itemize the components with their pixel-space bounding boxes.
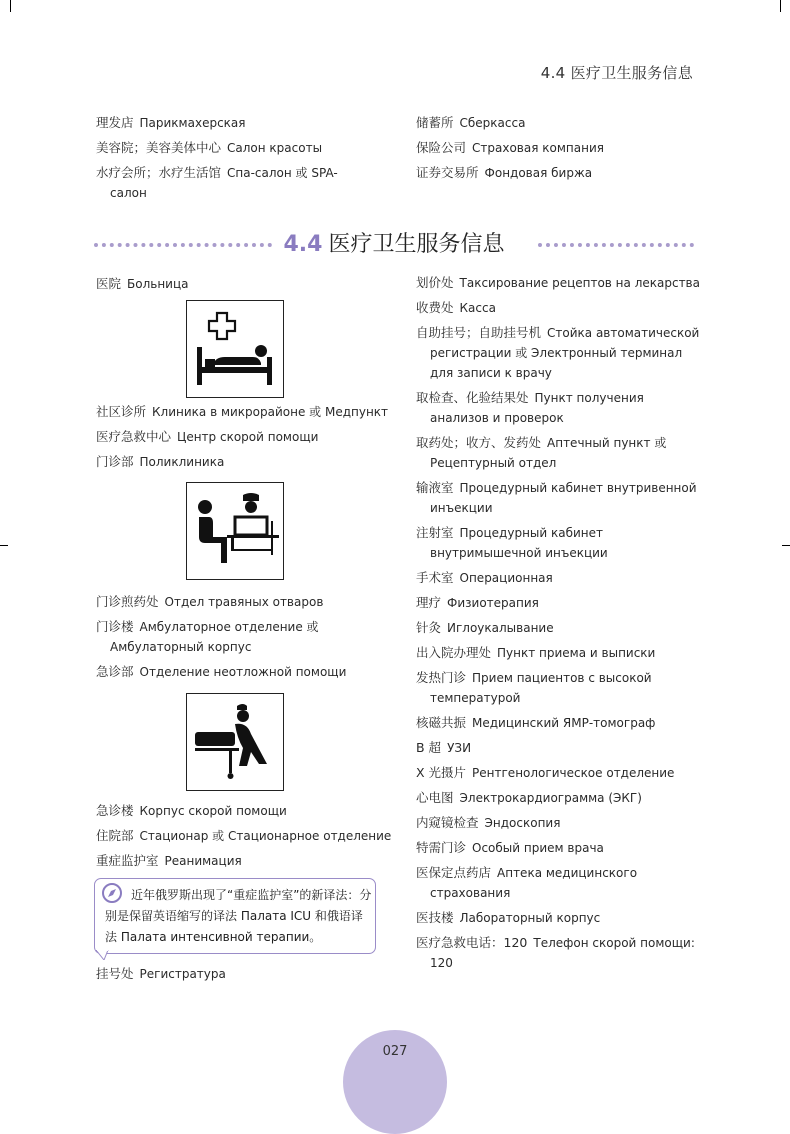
section-heading [94,228,694,262]
running-head: 4.4 医疗卫生服务信息 [540,64,693,82]
list-item [416,323,706,383]
term-zh: 心电图 [416,790,454,805]
term-ru: Салон красоты [227,141,323,155]
term-ru: Операционная [459,571,553,585]
list-item [416,523,706,563]
term-zh: 保险公司 [416,140,467,155]
term-ru: Корпус скорой помощи [139,804,287,818]
term-zh: 特需门诊 [416,840,467,855]
hospital-bed-cross-icon [186,300,284,398]
list-item [416,618,706,638]
term-ru: Пункт приема и выписки [497,646,656,660]
term-ru: Спа-салон 或 SPA-салон [110,166,338,200]
term-ru: Регистратура [139,967,226,981]
term-ru: Рентгенологическое отделение [472,766,675,780]
term-zh: 输液室 [416,480,454,495]
list-item [416,813,706,833]
crop-mark [0,545,8,546]
term-zh: 储蓄所 [416,115,454,130]
term-ru: Телефон скорой помощи: 120 [430,936,695,970]
list-item [416,568,706,588]
left-group-3 [96,592,396,687]
list-item [416,713,706,733]
left-group-4 [96,801,396,876]
list-item [416,908,706,928]
list-item [416,643,706,663]
term-zh: 划价处 [416,275,454,290]
term-ru: Лабораторный корпус [459,911,601,925]
term-ru: Фондовая биржа [484,166,593,180]
list-item [96,801,396,821]
crop-mark [780,0,781,12]
term-zh: 出入院办理处 [416,645,492,660]
term-zh: 重症监护室 [96,853,159,868]
term-ru: Центр скорой помощи [177,430,319,444]
term-ru: Пункт получения анализов и проверок [430,391,644,425]
term-zh: 医疗急救电话：120 [416,935,528,950]
term-ru: Отдел травяных отваров [164,595,324,609]
list-item [416,388,706,428]
list-item [416,593,706,613]
term-ru: Аптека медицинского страхования [430,866,638,900]
term-zh: 自助挂号；自助挂号机 [416,325,542,340]
list-item [416,433,706,473]
left-group-1 [96,274,396,299]
term-zh: 核磁共振 [416,715,467,730]
term-ru: Касса [459,301,496,315]
list-item [96,826,396,846]
term-zh: 发热门诊 [416,670,467,685]
term-ru: УЗИ [447,741,472,755]
list-item [416,738,706,758]
list-item [96,851,396,871]
term-ru: Процедурный кабинет внутривенной инъекции [430,481,697,515]
term-ru: Поликлиника [139,455,225,469]
term-ru: Отделение неотложной помощи [139,665,347,679]
term-zh: 手术室 [416,570,454,585]
term-zh: 美容院；美容美体中心 [96,140,222,155]
list-item [416,788,706,808]
top-left-list [96,113,356,208]
term-ru: Электрокардиограмма (ЭКГ) [459,791,642,805]
term-zh: 住院部 [96,828,134,843]
term-zh: 理疗 [416,595,442,610]
list-item [96,427,396,447]
term-zh: 取药处；收方、发药处 [416,435,542,450]
list-item [96,163,356,203]
list-item [96,402,396,422]
term-ru: Физиотерапия [447,596,539,610]
term-ru: Иглоукалывание [447,621,554,635]
list-item [96,592,396,612]
term-ru: Таксирование рецептов на лекарства [459,276,700,290]
list-item [416,113,706,133]
term-zh: 门诊煎药处 [96,594,159,609]
term-ru: Сберкасса [459,116,526,130]
list-item [416,863,706,903]
term-ru: Аптечный пункт 或 Рецептурный отдел [430,436,667,470]
term-zh: 急诊部 [96,664,134,679]
term-zh: 理发店 [96,115,134,130]
term-ru: Клиника в микрорайоне 或 Медпункт [152,405,389,419]
term-zh: 急诊楼 [96,803,134,818]
term-zh: 挂号处 [96,966,134,981]
outpatient-doctor-patient-icon [186,482,284,580]
note-text: 近年俄罗斯出现了“重症监护室”的新译法：分别是保留英语缩写的译法 Палата ICU 和俄语译法 Палата интенсивной терапии。 [105,888,372,944]
term-zh: 针灸 [416,620,442,635]
list-item [96,617,396,657]
list-item [96,964,396,984]
term-ru: Парикмахерская [139,116,246,130]
term-zh: 医保定点药店 [416,865,492,880]
term-zh: 水疗会所；水疗生活馆 [96,165,222,180]
list-item [96,138,356,158]
dotted-rule-left [94,243,272,247]
term-ru: Страховая компания [472,141,604,155]
note-box [94,878,376,954]
dotted-rule-right [538,243,694,247]
term-zh: 收费处 [416,300,454,315]
term-zh: 医技楼 [416,910,454,925]
section-title-text: 医疗卫生服务信息 [328,232,505,257]
term-ru: Амбулаторное отделение 或 Амбулаторный корпус [110,620,319,654]
list-item [416,933,706,973]
term-zh: 内窥镜检查 [416,815,479,830]
list-item [416,478,706,518]
term-ru: Процедурный кабинет внутримышечной инъекции [430,526,608,560]
term-ru: Стойка автоматической регистрации 或 Электронный терминал для записи к врачу [430,326,700,380]
list-item [416,273,706,293]
term-ru: Больница [127,277,189,291]
term-zh: 社区诊所 [96,404,147,419]
term-ru: Прием пациентов с высокой температурой [430,671,652,705]
term-zh: 医疗急救中心 [96,429,172,444]
list-item [416,138,706,158]
crop-mark [10,0,11,12]
section-title [279,228,509,262]
emergency-stretcher-nurse-icon [186,693,284,791]
term-zh: 医院 [96,276,122,291]
list-item [416,763,706,783]
section-number: 4.4 [283,232,323,257]
list-item [96,274,396,294]
term-zh: 注射室 [416,525,454,540]
term-ru: Медицинский ЯМР-томограф [472,716,656,730]
term-zh: 取检查、化验结果处 [416,390,529,405]
term-zh: 门诊部 [96,454,134,469]
list-item [416,668,706,708]
page-number: 027 [382,1044,408,1059]
list-item [96,113,356,133]
term-zh: 门诊楼 [96,619,134,634]
term-zh: X 光摄片 [416,765,467,780]
list-item [416,163,706,183]
term-zh: 证券交易所 [416,165,479,180]
term-zh: B 超 [416,740,442,755]
term-ru: Стационар 或 Стационарное отделение [139,829,392,843]
left-group-5 [96,964,396,989]
term-ru: Реанимация [164,854,242,868]
left-group-2 [96,402,396,477]
term-ru: Особый прием врача [472,841,604,855]
top-right-list [416,113,706,188]
crop-mark [782,545,790,546]
list-item [96,452,396,472]
term-ru: Эндоскопия [484,816,561,830]
note-tail [96,950,112,960]
list-item [96,662,396,682]
list-item [416,298,706,318]
list-item [416,838,706,858]
right-column [416,273,706,978]
